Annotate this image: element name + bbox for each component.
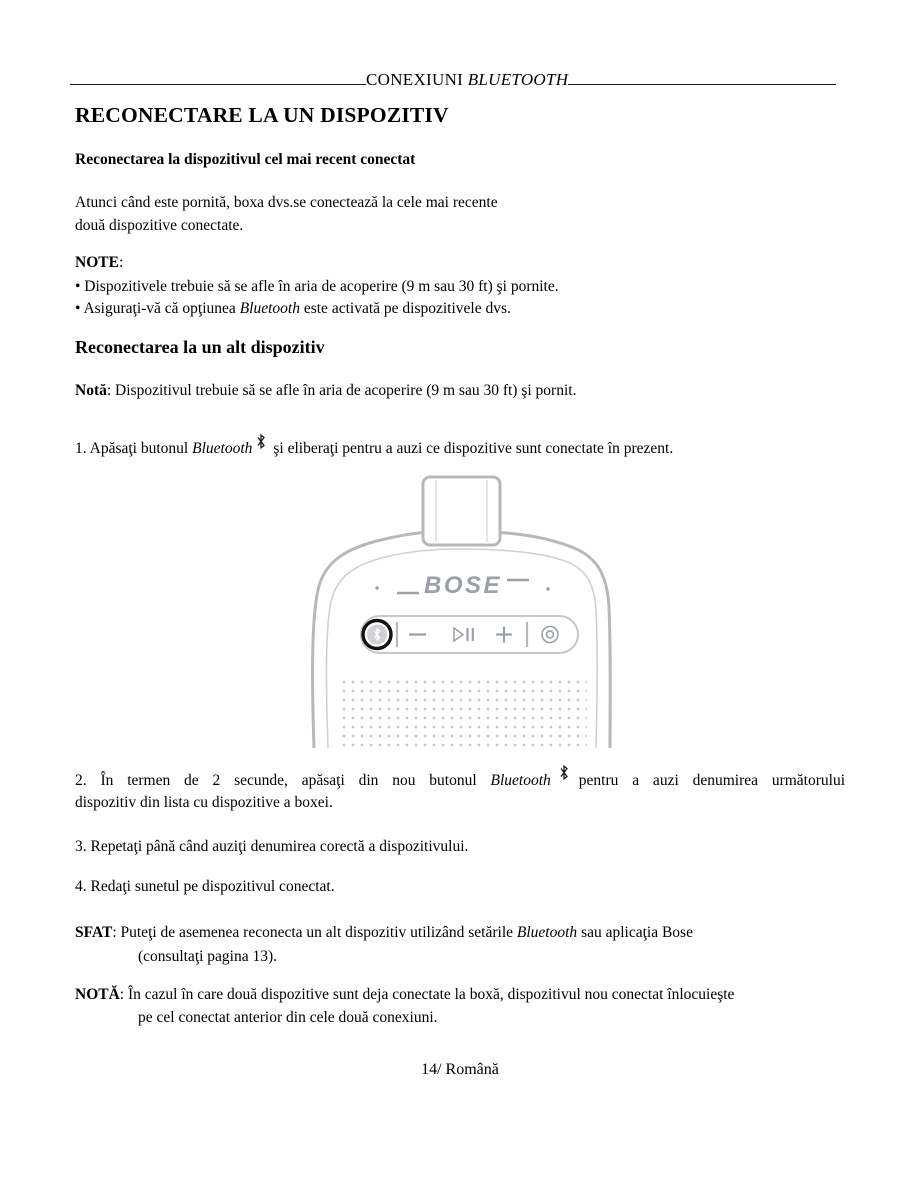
note-bullet-2 bbox=[75, 298, 845, 320]
header-title-regular: CONEXIUNI bbox=[366, 70, 468, 89]
final-note-text: : În cazul în care două dispozitive sunt deja conectate la boxă, dispozitivul nou conectat înlocuieşte bbox=[119, 986, 735, 1003]
header-title bbox=[366, 71, 568, 88]
section-other-heading: Reconectarea la un alt dispozitiv bbox=[75, 337, 325, 357]
step-2-pre: 2. În termen de 2 secunde, apăsaţi din nou butonul bbox=[75, 772, 491, 789]
page-header bbox=[70, 66, 836, 88]
nota-label: Notă bbox=[75, 382, 107, 399]
tip-paragraph bbox=[75, 921, 845, 969]
step-2-line-2: dispozitiv din lista cu dispozitive a boxei. bbox=[75, 794, 333, 811]
final-note-line-2: pe cel conectat anterior din cele două conexiuni. bbox=[138, 1009, 438, 1026]
step-3: 3. Repetaţi până când auziţi denumirea corectă a dispozitivului. bbox=[75, 838, 469, 855]
header-title-italic: BLUETOOTH bbox=[467, 70, 569, 89]
step-2-post: pentru a auzi denumirea următorului bbox=[578, 772, 846, 789]
intro-line-1: Atunci când este pornită, boxa dvs.se conectează la cele mai recente bbox=[75, 194, 498, 211]
notes-label-line bbox=[75, 254, 845, 272]
bluetooth-icon bbox=[255, 433, 267, 450]
notes-colon: : bbox=[118, 254, 124, 271]
tip-line-2: (consultaţi pagina 13). bbox=[138, 948, 278, 965]
step-1-pre: 1. Apăsaţi butonul bbox=[75, 440, 193, 457]
speaker-handle bbox=[423, 477, 500, 545]
step-4: 4. Redaţi sunetul pe dispozitivul conectat. bbox=[75, 878, 335, 895]
final-note-line-1 bbox=[75, 983, 845, 1006]
section-recent-heading: Reconectarea la dispozitivul cel mai recent conectat bbox=[75, 151, 416, 168]
control-pill bbox=[361, 616, 578, 653]
speaker-svg bbox=[295, 462, 625, 748]
tip-italic: Bluetooth bbox=[516, 924, 578, 941]
tip-post: sau aplicaţia Bose bbox=[577, 924, 693, 941]
page-title: RECONECTARE LA UN DISPOZITIV bbox=[75, 103, 449, 127]
notes-list bbox=[75, 276, 845, 319]
header-rule-left bbox=[70, 84, 366, 85]
step-2-italic: Bluetooth bbox=[490, 772, 551, 789]
nota-line bbox=[75, 382, 845, 400]
step-1-italic: Bluetooth bbox=[192, 440, 253, 457]
bose-logo: BOSE bbox=[423, 572, 503, 599]
step-1 bbox=[75, 436, 845, 458]
bluetooth-icon bbox=[558, 764, 570, 781]
step-2 bbox=[75, 768, 845, 814]
header-rule-right bbox=[568, 84, 836, 85]
tip-pre: : Puteţi de asemenea reconecta un alt dispozitiv utilizând setările bbox=[112, 924, 517, 941]
led-dot-right bbox=[546, 587, 549, 590]
led-dot-left bbox=[375, 586, 378, 589]
intro-line-2: două dispozitive conectate. bbox=[75, 216, 244, 234]
step-2-line-1 bbox=[75, 768, 845, 792]
note-bullet-2-post: este activată pe dispozitivele dvs. bbox=[299, 299, 511, 317]
nota-text: : Dispozitivul trebuie să se afle în aria de acoperire (9 m sau 30 ft) şi pornit. bbox=[106, 382, 577, 399]
intro-paragraph bbox=[75, 192, 845, 237]
speaker-illustration bbox=[295, 462, 625, 748]
speaker-grille bbox=[339, 678, 587, 748]
notes-label: NOTE bbox=[75, 254, 119, 271]
tip-line-1 bbox=[75, 921, 845, 945]
final-note-label: NOTĂ bbox=[75, 986, 120, 1003]
page-number: 14/ Română bbox=[421, 1061, 499, 1078]
note-bullet-1: • Dispozitivele trebuie să se afle în aria de acoperire (9 m sau 30 ft) şi pornite. bbox=[75, 278, 559, 295]
step-1-post: şi eliberaţi pentru a auzi ce dispozitive sunt conectate în prezent. bbox=[273, 440, 674, 457]
note-bullet-2-italic: Bluetooth bbox=[239, 299, 300, 317]
note-bullet-2-pre: • Asiguraţi-vă că opţiunea bbox=[75, 299, 240, 317]
tip-label: SFAT bbox=[75, 924, 113, 941]
final-note-paragraph bbox=[75, 983, 845, 1029]
